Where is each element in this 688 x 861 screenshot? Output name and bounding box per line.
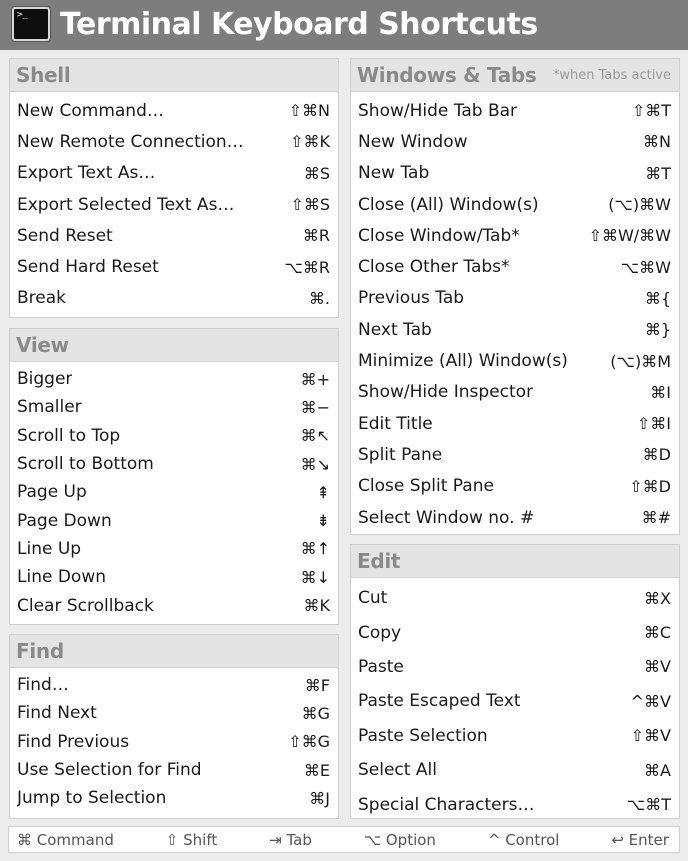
edit-panel	[350, 544, 680, 819]
shortcut-row	[351, 787, 679, 821]
shortcut-label: Copy	[358, 622, 402, 643]
shortcut-label: Scroll to Top	[17, 425, 121, 446]
shortcut-row	[351, 314, 679, 345]
shortcut-key: ⌘#	[641, 508, 671, 527]
shortcut-key: ⌘A	[644, 760, 671, 780]
shortcut-row	[351, 126, 679, 157]
shortcut-row	[10, 158, 338, 189]
shortcut-label: Edit Title	[358, 413, 433, 434]
shortcut-key: ⌘C	[643, 623, 671, 643]
shortcut-key: ⌘↘	[300, 454, 330, 474]
shortcut-row	[10, 220, 338, 251]
shortcut-label: Line Down	[17, 567, 107, 588]
shortcut-key: ⌘F	[304, 675, 330, 695]
shortcut-row	[10, 671, 338, 699]
shortcut-label: Split Pane	[358, 444, 443, 465]
windows-tabs-panel	[350, 58, 680, 535]
shortcut-label: New Remote Connection…	[17, 131, 244, 152]
shortcut-row	[10, 756, 338, 784]
shortcut-row	[10, 699, 338, 727]
shortcut-label: Close Other Tabs*	[358, 257, 510, 278]
shortcut-label: New Command…	[17, 100, 164, 121]
shortcut-label: Paste	[358, 656, 404, 677]
shortcut-row	[10, 126, 338, 157]
tabs-active-note: *when Tabs active	[552, 67, 671, 83]
view-panel-title: View	[16, 333, 69, 357]
shortcut-key: ⌘↑	[300, 539, 330, 559]
legend-option: ⌥ Option	[363, 830, 436, 849]
shortcut-label: Previous Tab	[358, 288, 465, 309]
shortcut-row	[10, 450, 338, 478]
shortcut-label: Show/Hide Inspector	[358, 382, 534, 403]
edit-panel-title: Edit	[357, 549, 401, 573]
page-title: Terminal Keyboard Shortcuts	[60, 7, 538, 42]
title-bar	[0, 0, 688, 50]
shortcut-key: ⌘}	[644, 320, 671, 340]
shortcut-key: ⌘T	[645, 163, 671, 183]
shortcut-key: ⌘G	[301, 703, 330, 723]
shortcut-key: ⌘J	[309, 788, 330, 808]
shortcut-label: Cut	[358, 588, 388, 609]
shortcut-key: ⇞	[316, 482, 330, 502]
shortcut-key: ⌥⌘W	[620, 257, 671, 277]
shortcut-key: ⌘.	[308, 288, 330, 308]
find-panel	[9, 634, 339, 819]
shortcut-label: Select All	[358, 760, 437, 781]
shortcut-key: ⇧⌘V	[630, 726, 671, 746]
shortcut-row	[10, 784, 338, 812]
shortcut-key: ⇧⌘N	[288, 101, 330, 121]
shortcut-key: ⌘N	[643, 132, 671, 152]
shortcut-key: ⌘↖	[300, 426, 330, 446]
shortcut-row	[10, 95, 338, 126]
shortcut-label: Export Selected Text As…	[17, 194, 235, 215]
shortcut-key: ⌘D	[642, 445, 671, 465]
shortcut-row	[351, 719, 679, 753]
shortcut-key: ⇟	[316, 511, 330, 531]
shortcut-row	[351, 439, 679, 470]
shortcut-key: ⌘K	[303, 596, 330, 616]
shell-panel	[9, 58, 339, 318]
shortcut-key: (⌥)⌘M	[610, 351, 671, 371]
modifier-key-legend	[8, 826, 680, 853]
shortcut-row	[351, 581, 679, 615]
shortcut-label: Break	[17, 288, 66, 309]
legend-control: ^ Control	[487, 830, 560, 849]
legend-tab: ⇥ Tab	[269, 830, 312, 849]
shortcut-key: (⌥)⌘W	[608, 195, 671, 215]
shortcut-row	[351, 283, 679, 314]
shortcut-key: ⌘R	[302, 226, 330, 246]
shortcut-row	[10, 251, 338, 282]
shortcut-key: ⌘{	[644, 288, 671, 308]
shortcut-label: Page Down	[17, 510, 112, 531]
shortcut-key: ⌘E	[303, 760, 330, 780]
shortcut-label: Paste Escaped Text	[358, 691, 521, 712]
shortcut-key: ⌘+	[300, 369, 330, 389]
shortcut-key: ⇧⌘D	[629, 476, 671, 496]
shortcut-row	[351, 95, 679, 126]
shortcut-row	[10, 422, 338, 450]
legend-enter: ↩ Enter	[611, 830, 669, 849]
terminal-app-icon	[12, 7, 50, 41]
shortcut-label: Special Characters…	[358, 794, 535, 815]
shortcut-row	[351, 684, 679, 718]
shortcut-label: Send Hard Reset	[17, 257, 159, 278]
shortcut-key: ⌘S	[303, 163, 330, 183]
edit-panel-header	[351, 545, 679, 578]
find-panel-title: Find	[16, 639, 64, 663]
shortcut-row	[351, 650, 679, 684]
shortcut-label: Scroll to Bottom	[17, 454, 154, 475]
terminal-prompt-glyph: >_	[17, 10, 28, 20]
shortcut-label: Clear Scrollback	[17, 595, 154, 616]
shortcut-row	[351, 408, 679, 439]
shortcut-label: Paste Selection	[358, 725, 488, 746]
shortcut-key: ⇧⌘T	[631, 101, 671, 121]
shortcut-row	[10, 393, 338, 421]
shortcut-row	[10, 506, 338, 534]
shortcut-key: ⇧⌘K	[290, 132, 330, 152]
shortcut-row	[10, 365, 338, 393]
windows-tabs-panel-title: Windows & Tabs	[357, 63, 537, 87]
shortcut-key: ⌥⌘R	[284, 257, 330, 277]
shortcut-row	[351, 189, 679, 220]
shortcut-label: New Window	[358, 131, 468, 152]
shortcut-label: Smaller	[17, 397, 82, 418]
shortcut-row	[351, 220, 679, 251]
shortcut-key: ⌘I	[650, 382, 671, 402]
shell-panel-title: Shell	[16, 63, 71, 87]
shortcut-key: ⇧⌘I	[636, 414, 671, 434]
shortcut-label: Find…	[17, 675, 69, 696]
shortcut-row	[10, 563, 338, 591]
legend-shift: ⇧ Shift	[165, 830, 218, 849]
shortcut-row	[351, 753, 679, 787]
shortcut-key: ⌘↓	[300, 567, 330, 587]
shortcut-key: ⌘V	[644, 657, 671, 677]
shortcut-label: Close Split Pane	[358, 476, 494, 497]
shortcut-label: Find Previous	[17, 731, 130, 752]
shortcut-key: ⇧⌘G	[288, 732, 330, 752]
shortcut-label: New Tab	[358, 163, 430, 184]
shortcut-label: Export Text As…	[17, 163, 156, 184]
shortcut-row	[10, 283, 338, 314]
shortcut-row	[10, 535, 338, 563]
shortcut-label: Close Window/Tab*	[358, 225, 520, 246]
shortcut-label: Close (All) Window(s)	[358, 194, 539, 215]
shell-panel-header	[10, 59, 338, 92]
shortcut-label: Line Up	[17, 538, 82, 559]
shortcut-row	[351, 502, 679, 533]
shortcut-label: Show/Hide Tab Bar	[358, 100, 518, 121]
shortcut-label: Find Next	[17, 703, 97, 724]
shortcut-row	[10, 478, 338, 506]
legend-command: ⌘ Command	[17, 830, 114, 849]
shortcut-row	[10, 728, 338, 756]
shortcut-label: Minimize (All) Window(s)	[358, 351, 568, 372]
shortcut-key: ^⌘V	[630, 691, 671, 711]
shortcut-label: Page Up	[17, 482, 87, 503]
shortcut-key: ⌘−	[300, 397, 330, 417]
shortcut-label: Select Window no. #	[358, 507, 535, 528]
shortcut-label: Bigger	[17, 369, 73, 390]
shortcut-label: Use Selection for Find	[17, 760, 202, 781]
shortcut-row	[351, 471, 679, 502]
view-panel-header	[10, 329, 338, 362]
shortcut-key: ⌥⌘T	[626, 795, 671, 815]
shortcut-row	[351, 345, 679, 376]
view-panel	[9, 328, 339, 625]
shortcut-row	[351, 615, 679, 649]
shortcut-row	[10, 189, 338, 220]
shortcut-key: ⌘X	[644, 588, 671, 608]
shortcut-key: ⇧⌘W/⌘W	[588, 226, 671, 246]
shortcut-key: ⇧⌘S	[290, 195, 330, 215]
shortcut-row	[351, 158, 679, 189]
shortcut-row	[351, 251, 679, 282]
windows-tabs-panel-header	[351, 59, 679, 92]
shortcut-label: Jump to Selection	[17, 788, 167, 809]
shortcut-row	[351, 377, 679, 408]
shortcut-row	[10, 591, 338, 619]
shortcut-label: Next Tab	[358, 319, 432, 340]
shortcut-label: Send Reset	[17, 225, 113, 246]
find-panel-header	[10, 635, 338, 668]
